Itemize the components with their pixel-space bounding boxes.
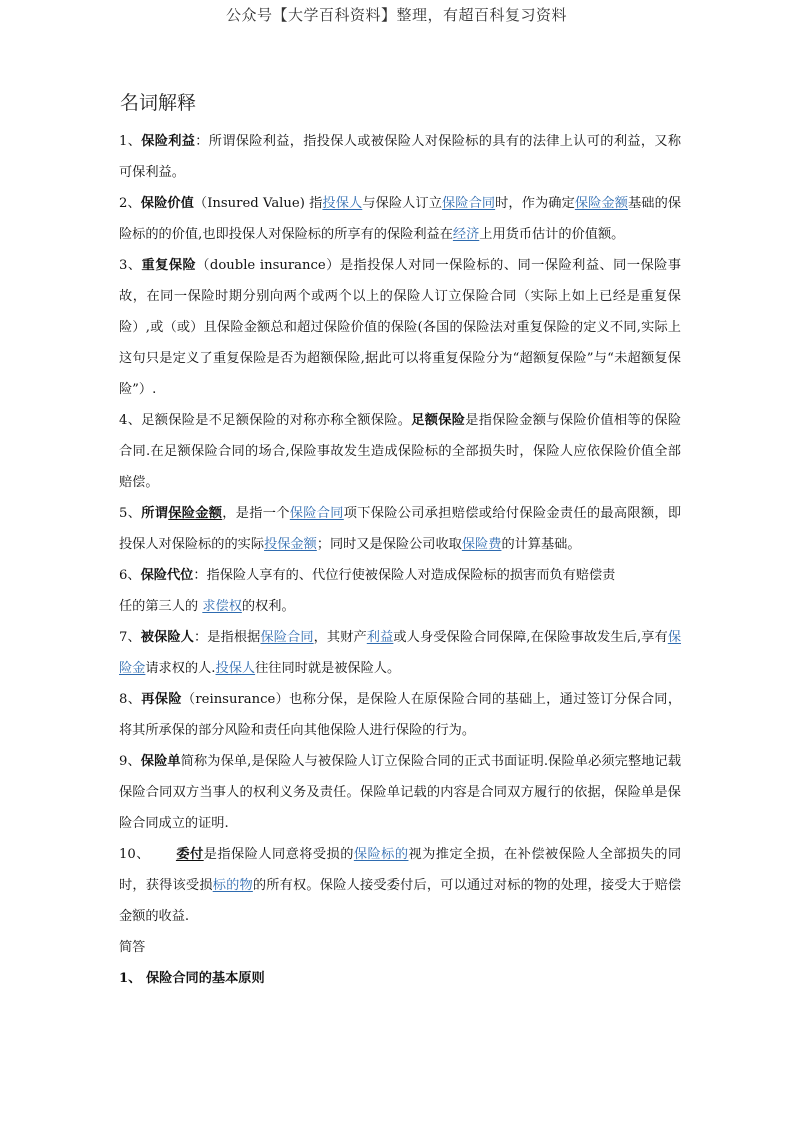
- link-right-of-recovery[interactable]: 求偿权: [202, 599, 242, 614]
- definition-10: 10、 委付是指保险人同意将受损的保险标的视为推定全损，在补偿被保险人全部损失的同时，获得该受损标的物的所有权。保险人接受委付后，可以通过对标的物的处理，接受大于赔偿金额的收益.: [119, 847, 682, 924]
- term-subrogation: 保险代位: [140, 568, 194, 583]
- term-double-insurance: 重复保险: [141, 258, 197, 273]
- term-sum-insured: 保险金额: [168, 506, 223, 521]
- link-economy[interactable]: 经济: [452, 227, 480, 242]
- definition-4: 4、足额保险是不足额保险的对称亦称全额保险。足额保险是指保险金额与保险价值相等的保险合同.在足额保险合同的场合,保险事故发生造成保险标的全部损失时，保险人应依保险价值全部赔偿。: [119, 413, 682, 490]
- definition-2: 2、保险价值（Insured Value) 指投保人与保险人订立保险合同时，作为确定保险金额基础的保险标的的价值,也即投保人对保险标的所享有的保险利益在经济上用货币估计的价值额。: [119, 196, 682, 242]
- definition-1: 1、保险利益：所谓保险利益，指投保人或被保险人对保险标的具有的法律上认可的利益，又称可保利益。: [119, 134, 682, 180]
- definition-6: 6、保险代位：指保险人享有的、代位行使被保险人对造成保险标的损害而负有赔偿责 任的第三人的 求偿权的权利。: [119, 568, 616, 614]
- link-premium[interactable]: 保险费: [461, 537, 502, 552]
- term-policy: 保险单: [140, 754, 181, 769]
- link-insured-amount[interactable]: 投保金额: [264, 537, 317, 552]
- link-interest[interactable]: 利益: [366, 630, 394, 645]
- definition-9: 9、保险单简称为保单,是保险人与被保险人订立保险合同的正式书面证明.保险单必须完整地记载保险合同双方当事人的权利义务及责任。保险单记载的内容是合同双方履行的依据，保险单是保险合同成立的证明.: [119, 754, 682, 831]
- term-full-insurance: 足额保险: [411, 413, 466, 428]
- document-body: [119, 126, 681, 994]
- definition-8: 8、再保险（reinsurance）也称分保，是保险人在原保险合同的基础上，通过签订分保合同，将其所承保的部分风险和责任向其他保险人进行保险的行为。: [119, 692, 682, 738]
- page-header: 公众号【大学百科资料】整理，有超百科复习资料: [225, 6, 567, 24]
- link-policyholder[interactable]: 投保人: [215, 661, 256, 676]
- definition-5: 5、所谓保险金额，是指一个保险合同项下保险公司承担赔偿或给付保险金责任的最高限额，即投保人对保险标的的实际投保金额；同时又是保险公司收取保险费的计算基础。: [119, 506, 682, 552]
- link-sum-insured[interactable]: 保险金额: [574, 196, 628, 211]
- link-insurance-benefit[interactable]: 保险金: [119, 630, 682, 676]
- question-1: 1、 保险合同的基本原则: [119, 971, 265, 986]
- link-insurance-contract[interactable]: 保险合同: [289, 506, 344, 521]
- link-policyholder[interactable]: 投保人: [322, 196, 363, 211]
- link-subject-object[interactable]: 标的物: [212, 878, 253, 893]
- term-insured: 被保险人: [140, 630, 194, 645]
- short-answer-heading: 简答: [119, 940, 146, 955]
- definition-3: 3、重复保险（double insurance）是指投保人对同一保险标的、同一保险利益、同一保险事故，在同一保险时期分别向两个或两个以上的保险人订立保险合同（实际上如上已经是重复保险）,或（或）且保险金额总和超过保险价值的保险(各国的保险法对重复保险的定义不同,实际上这句只是定义了重复保险是否为超额保险,据此可以将重复保险分为“超额复保险”与“未超额复保险”）.: [119, 258, 682, 397]
- term-prefix: 所谓: [141, 506, 169, 521]
- link-subject-matter[interactable]: 保险标的: [353, 847, 409, 862]
- term-insurable-interest: 保险利益: [141, 134, 196, 149]
- term-insured-value: 保险价值: [140, 196, 194, 211]
- link-insurance-contract[interactable]: 保险合同: [442, 196, 496, 211]
- definition-7: 7、被保险人：是指根据保险合同，其财产利益或人身受保险合同保障,在保险事故发生后,享有保险金请求权的人.投保人往往同时就是被保险人。: [119, 630, 682, 676]
- term-abandonment: 委付: [175, 847, 204, 862]
- link-insurance-contract[interactable]: 保险合同: [260, 630, 314, 645]
- term-reinsurance: 再保险: [141, 692, 182, 707]
- section-title: 名词解释: [120, 92, 197, 114]
